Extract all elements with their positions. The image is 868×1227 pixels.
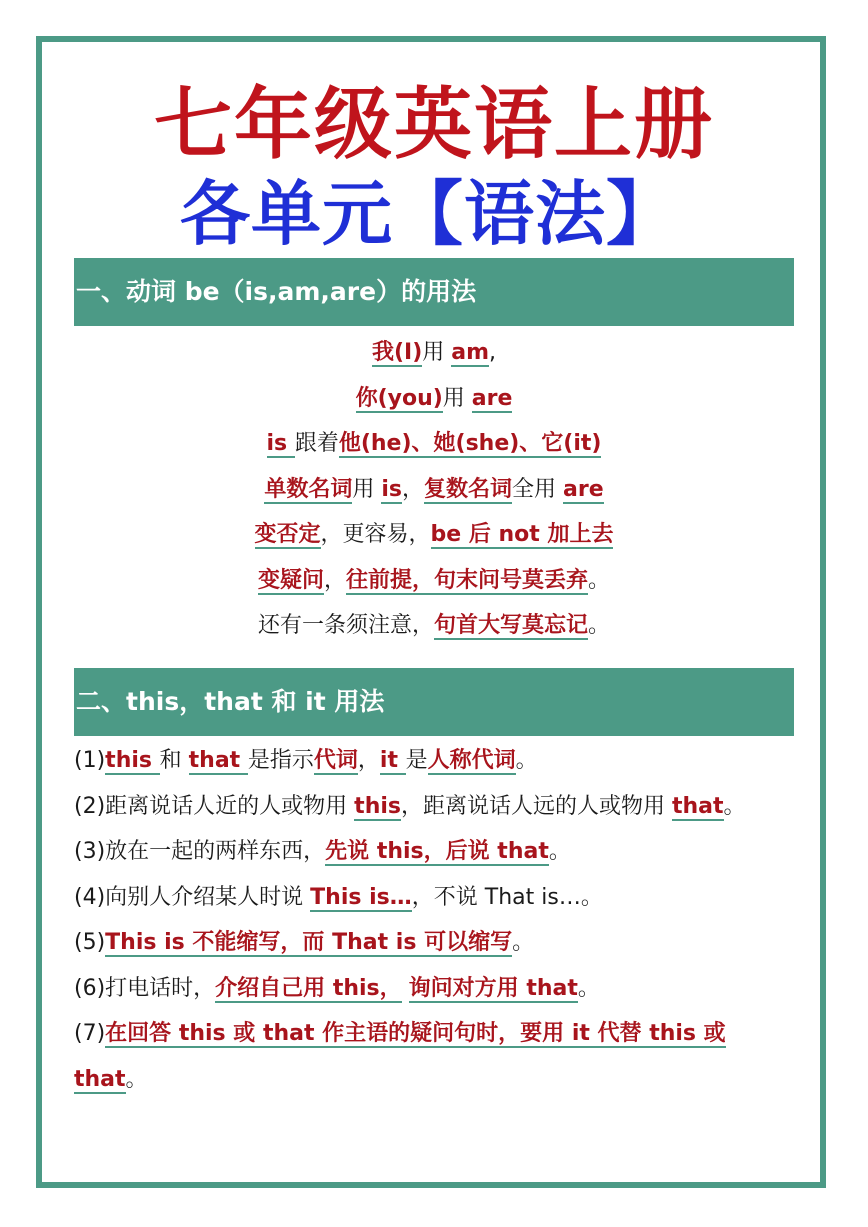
rule-segment: (5) (74, 930, 106, 955)
verse-line (74, 330, 794, 376)
section2-header: 二、this，that 和 it 用法 (74, 668, 794, 736)
verse-segment: are (471, 385, 513, 411)
rule-segment: 介绍自己用 this， (215, 975, 402, 1001)
rule-segment (402, 976, 409, 1001)
rule-segment: 先说 this，后说 that (325, 839, 549, 864)
rule-segment: (3)放在一起的两样东西， (74, 839, 326, 864)
verse-segment: ， (402, 476, 425, 502)
verse-segment: is (266, 431, 295, 456)
title-main: 七年级英语上册 (153, 80, 714, 170)
rule-item (74, 829, 794, 875)
rule-segment: This is 不能缩写，而 That is 可以缩写 (105, 930, 513, 955)
verse-segment: 全用 (512, 476, 564, 502)
rule-item (74, 920, 794, 966)
rule-segment: that (188, 748, 248, 773)
rule-segment: this (354, 793, 401, 819)
rule-segment: 是 (405, 748, 428, 773)
rule-segment: (7) (74, 1021, 106, 1046)
section1-header: 一、动词 be（is,am,are）的用法 (74, 258, 794, 326)
rule-segment: 代词 (313, 748, 358, 773)
verse-line (74, 603, 794, 649)
section1-verses (74, 330, 794, 649)
rule-segment: 询问对方用 that (408, 975, 578, 1001)
verse-segment: 跟着 (294, 431, 339, 456)
verse-segment: be 后 not 加上去 (430, 522, 614, 547)
verse-line (74, 512, 794, 558)
rule-segment: 。 (548, 839, 571, 864)
verse-segment: 用 (352, 476, 382, 502)
rule-segment: (2)距离说话人近的人或物用 (74, 793, 355, 819)
verse-segment: ，更容易， (320, 522, 431, 547)
verse-segment: 复数名词 (424, 476, 513, 502)
rule-segment: ，距离说话人远的人或物用 (401, 793, 672, 819)
rule-item (74, 738, 794, 784)
rule-segment: this (105, 748, 160, 773)
rule-segment: 人称代词 (427, 748, 516, 773)
rule-item (74, 875, 794, 921)
verse-segment: 。 (588, 567, 611, 593)
rule-item (74, 1011, 794, 1102)
verse-segment: 。 (588, 613, 611, 638)
rule-segment: that (672, 793, 724, 819)
rule-item (74, 784, 794, 830)
rule-segment: 。 (577, 975, 600, 1001)
verse-segment: are (563, 476, 604, 502)
rule-item (74, 966, 794, 1012)
rule-segment: (1) (74, 748, 106, 773)
verse-segment: 你(you) (355, 385, 443, 411)
rule-segment: 。 (515, 748, 538, 773)
title-sub: 各单元【语法】 (180, 173, 677, 255)
rule-segment: 和 (159, 748, 189, 773)
rule-segment: 是指示 (247, 748, 314, 773)
rule-segment: 。 (125, 1066, 148, 1092)
verse-segment: 往前提，句末问号莫丢弃 (346, 567, 589, 593)
rule-segment: (4)向别人介绍某人时说 (74, 884, 311, 910)
rule-segment: 在回答 this 或 that 作主语的疑问句时，要用 it 代替 this 或 that (74, 1021, 726, 1092)
verse-segment: 用 (422, 340, 452, 365)
verse-segment: 变疑问 (257, 567, 324, 593)
verse-segment: 还有一条须注意， (257, 613, 434, 638)
verse-segment: 用 (442, 385, 472, 411)
verse-segment: 他(he)、她(she)、它(it) (338, 431, 602, 456)
verse-line (74, 467, 794, 513)
rule-segment: 。 (723, 793, 746, 819)
verse-segment: , (489, 340, 497, 365)
rule-segment: 。 (512, 930, 535, 955)
rule-segment: ， (357, 748, 380, 773)
verse-segment: 变否定 (254, 522, 321, 547)
section2-rules (74, 738, 794, 1102)
rule-segment: ，不说 That is…。 (411, 884, 603, 910)
verse-segment: 句首大写莫忘记 (433, 613, 588, 638)
verse-segment: is (381, 476, 402, 502)
verse-segment: ， (323, 567, 346, 593)
verse-line (74, 376, 794, 422)
verse-line (74, 558, 794, 604)
verse-segment: 我(I) (371, 340, 423, 365)
verse-line (74, 421, 794, 467)
rule-segment: This is… (310, 884, 412, 910)
rule-segment: it (379, 748, 406, 773)
rule-segment: (6)打电话时， (74, 975, 216, 1001)
verse-segment: am (451, 340, 490, 365)
verse-segment: 单数名词 (264, 476, 353, 502)
